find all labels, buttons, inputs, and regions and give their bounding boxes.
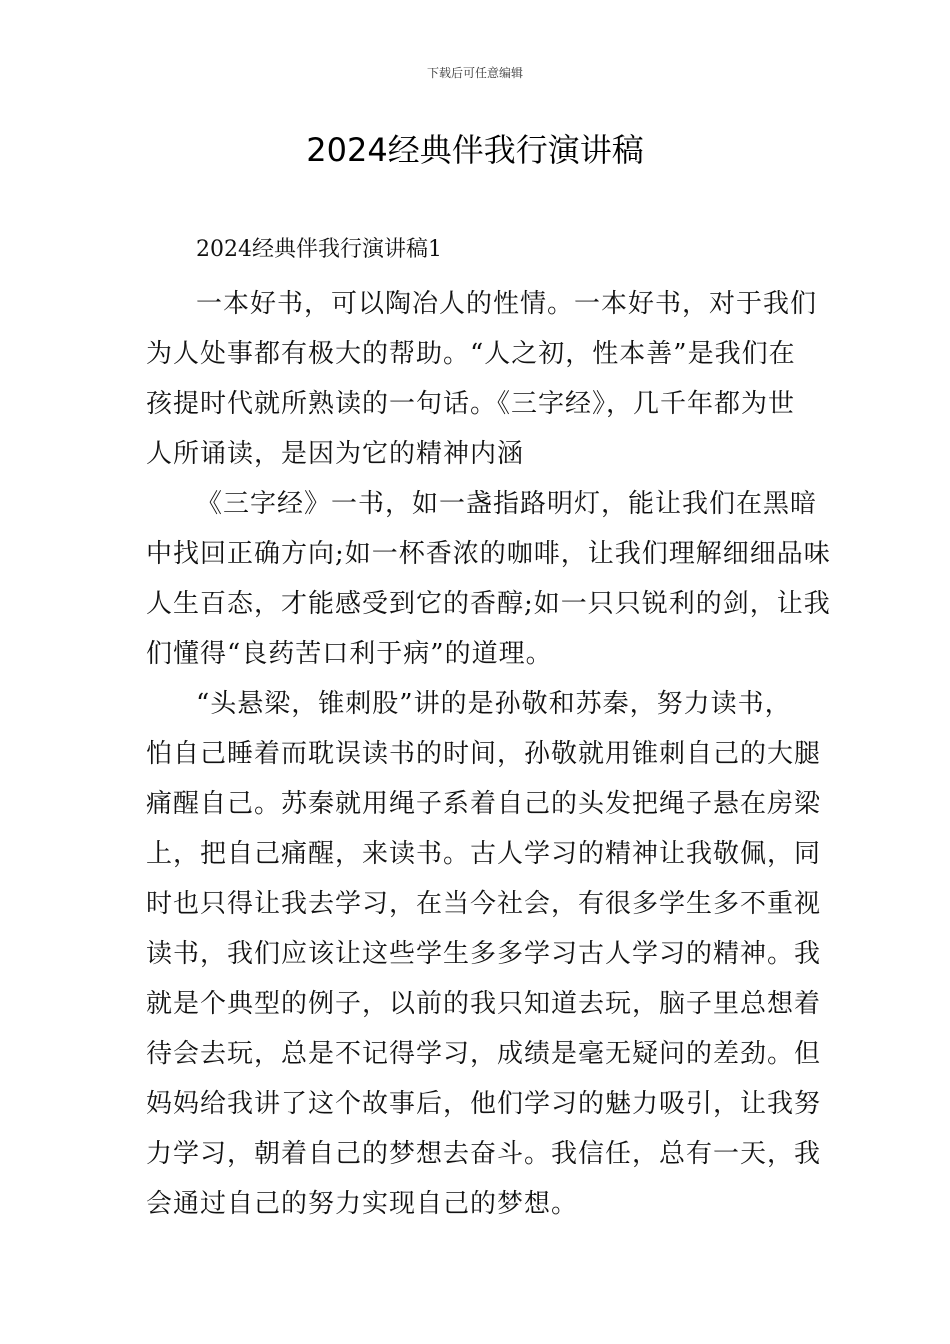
paragraph-2 [146,479,831,679]
paragraph-line: 人生百态，才能感受到它的香醇;如一只只锐利的剑，让我 [146,589,831,619]
paragraph-line: 妈妈给我讲了这个故事后，他们学习的魅力吸引，让我努 [146,1089,822,1119]
paragraph-line: 中找回正确方向;如一杯香浓的咖啡，让我们理解细细品味 [146,539,831,569]
paragraph-line: 一本好书，可以陶冶人的性情。一本好书，对于我们 [196,289,818,319]
paragraph-line: “头悬梁，锥刺股”讲的是孙敬和苏秦，努力读书， [196,689,792,719]
paragraph-line: 们懂得“良药苦口利于病”的道理。 [146,639,553,669]
paragraph-3 [146,679,822,1229]
paragraph-line: 时也只得让我去学习，在当今社会，有很多学生多不重视 [146,889,822,919]
paragraph-line: 为人处事都有极大的帮助。“人之初，性本善”是我们在 [146,339,796,369]
section-subtitle: 2024经典伴我行演讲稿1 [196,237,442,262]
paragraph-line: 痛醒自己。苏秦就用绳子系着自己的头发把绳子悬在房梁 [146,789,822,819]
paragraph-line: 人所诵读，是因为它的精神内涵 [146,439,525,469]
paragraph-line: 就是个典型的例子，以前的我只知道去玩，脑子里总想着 [146,989,822,1019]
paragraph-1 [146,279,818,479]
paragraph-line: 《三字经》一书，如一盏指路明灯，能让我们在黑暗 [196,489,818,519]
header-note: 下载后可任意编辑 [426,66,523,80]
paragraph-line: 力学习，朝着自己的梦想去奋斗。我信任，总有一天，我 [146,1139,822,1169]
paragraph-line: 上，把自己痛醒，来读书。古人学习的精神让我敬佩，同 [146,839,822,869]
paragraph-line: 待会去玩，总是不记得学习，成绩是毫无疑问的差劲。但 [146,1039,822,1069]
paragraph-line: 怕自己睡着而耽误读书的时间，孙敬就用锥刺自己的大腿 [146,739,822,769]
document-body [146,228,831,1229]
paragraph-line: 会通过自己的努力实现自己的梦想。 [146,1189,579,1219]
paragraph-line: 孩提时代就所熟读的一句话。《三字经》，几千年都为世 [146,389,796,419]
document-title: 2024经典伴我行演讲稿 [306,131,644,169]
paragraph-line: 读书，我们应该让这些学生多多学习古人学习的精神。我 [146,939,822,969]
